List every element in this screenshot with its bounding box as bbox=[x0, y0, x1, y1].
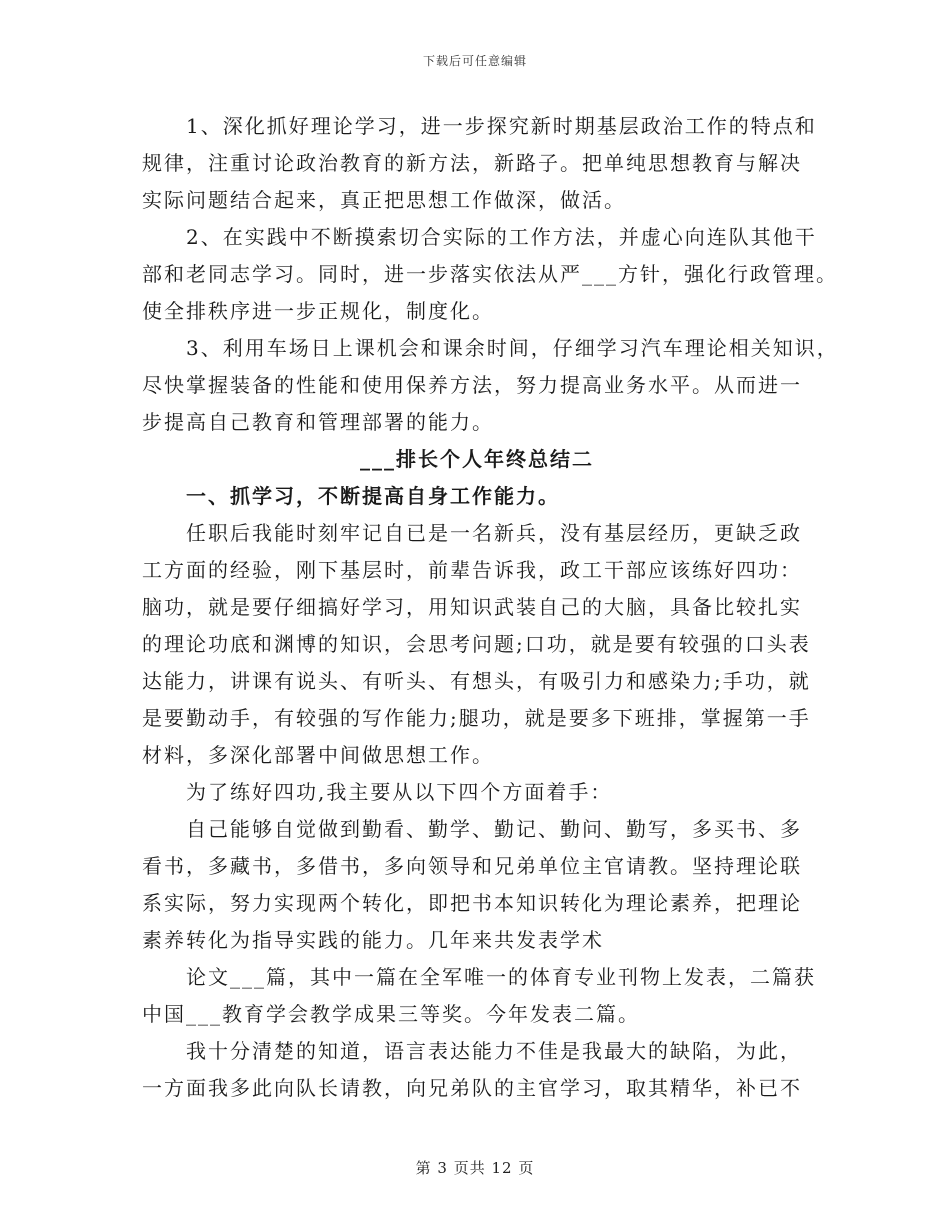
paragraph-line: 2、在实践中不断摸索切合实际的工作方法，并虚心向连队其他干 bbox=[186, 225, 817, 249]
paragraph-line: 工方面的经验，刚下基层时，前辈告诉我，政工干部应该练好四功： bbox=[142, 558, 802, 582]
paragraph-line: 论文___篇，其中一篇在全军唯一的体育专业刊物上发表，二篇获 bbox=[186, 965, 816, 989]
paragraph-line: 任职后我能时刻牢记自已是一名新兵，没有基层经历，更缺乏政 bbox=[186, 521, 802, 545]
paragraph-line: 看书，多藏书，多借书，多向领导和兄弟单位主官请教。坚持理论联 bbox=[142, 854, 802, 878]
paragraph-line: 达能力，讲课有说头、有听头、有想头，有吸引力和感染力;手功，就 bbox=[142, 669, 811, 693]
paragraph-line: 使全排秩序进一步正规化，制度化。 bbox=[142, 299, 494, 323]
paragraph-line: 是要勤动手，有较强的写作能力;腿功，就是要多下班排，掌握第一手 bbox=[142, 706, 811, 730]
section-subheading: 一、抓学习，不断提高自身工作能力。 bbox=[186, 484, 560, 508]
paragraph-line: 材料，多深化部署中间做思想工作。 bbox=[142, 743, 494, 767]
paragraph-line: 尽快掌握装备的性能和使用保养方法，努力提高业务水平。从而进一 bbox=[142, 373, 802, 397]
paragraph-line: 一方面我多此向队长请教，向兄弟队的主官学习，取其精华，补已不 bbox=[142, 1076, 802, 1100]
paragraph-line: 我十分清楚的知道，语言表达能力不佳是我最大的缺陷，为此， bbox=[186, 1039, 802, 1063]
page-header: 下载后可任意编辑 bbox=[422, 54, 527, 68]
document-body bbox=[142, 108, 839, 1107]
paragraph-line: 为了练好四功,我主要从以下四个方面着手： bbox=[186, 780, 613, 804]
paragraph-line: 脑功，就是要仔细搞好学习，用知识武装自己的大脑，具备比较扎实 bbox=[142, 595, 802, 619]
paragraph-line: 系实际，努力实现两个转化，即把书本知识转化为理论素养，把理论 bbox=[142, 891, 802, 915]
paragraph-line: 3、利用车场日上课机会和课余时间，仔细学习汽车理论相关知识， bbox=[186, 336, 839, 360]
paragraph-line: 1、深化抓好理论学习，进一步探究新时期基层政治工作的特点和 bbox=[186, 114, 817, 138]
paragraph-line: 部和老同志学习。同时，进一步落实依法从严___方针，强化行政管理。 bbox=[142, 262, 838, 286]
paragraph-line: 自己能够自觉做到勤看、勤学、勤记、勤问、勤写，多买书、多 bbox=[186, 817, 802, 841]
page-footer: 第 3 页共 12 页 bbox=[415, 1159, 535, 1177]
paragraph-line: 的理论功底和渊博的知识，会思考问题;口功，就是要有较强的口头表 bbox=[142, 632, 811, 656]
section-title: ___排长个人年终总结二 bbox=[360, 447, 594, 471]
paragraph-line: 步提高自己教育和管理部署的能力。 bbox=[142, 410, 494, 434]
paragraph-line: 素养转化为指导实践的能力。几年来共发表学术 bbox=[142, 928, 604, 952]
paragraph-line: 中国___教育学会教学成果三等奖。今年发表二篇。 bbox=[142, 1002, 640, 1026]
paragraph-line: 实际问题结合起来，真正把思想工作做深，做活。 bbox=[142, 188, 626, 212]
paragraph-line: 规律，注重讨论政治教育的新方法，新路子。把单纯思想教育与解决 bbox=[142, 151, 802, 175]
